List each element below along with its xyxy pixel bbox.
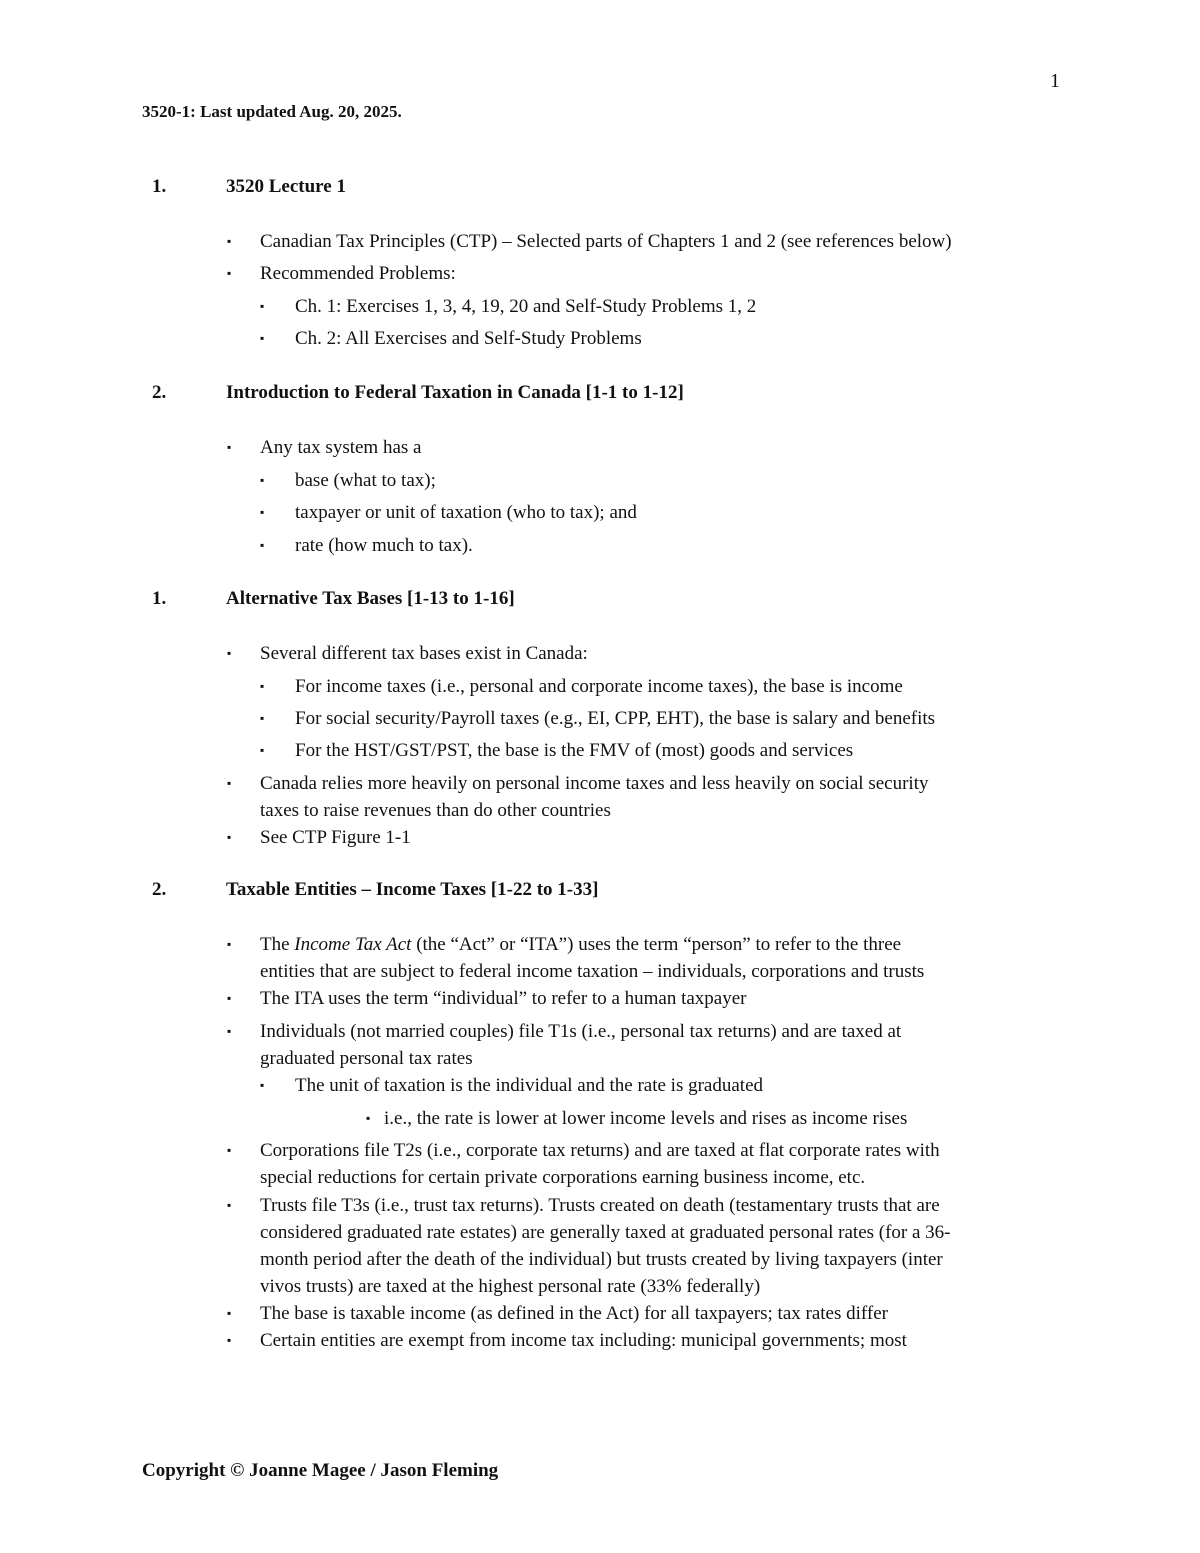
list-item-text: rate (how much to tax). [295,535,473,556]
list-item-text: considered graduated rate estates) are generally taxed at graduated personal rates (for a 36- [260,1222,951,1243]
list-item [227,985,747,1012]
list-item-text: entities that are subject to federal income taxation – individuals, corporations and trusts [260,961,925,982]
bullet-icon: ▪ [260,1078,265,1092]
list-item-text: base (what to tax); [295,470,436,491]
list-item [227,228,952,255]
list-item-text: month period after the death of the individual) but trusts created by living taxpayers (inter [260,1249,943,1270]
bullet-icon: ▪ [260,505,265,519]
list-item-text: Certain entities are exempt from income tax including: municipal governments; most [260,1330,907,1351]
section-number: 1. [152,588,167,609]
bullet-icon: ▪ [260,743,265,757]
list-item-text: graduated personal tax rates [260,1048,473,1069]
bullet-icon: ▪ [227,440,232,454]
list-item [260,705,936,732]
list-item-continuation [260,1219,951,1246]
act-title: Income Tax Act [294,934,412,955]
list-item-text: Trusts file T3s (i.e., trust tax returns). Trusts created on death (testamentary trusts that are [260,1195,940,1216]
bullet-icon: ▪ [260,331,265,345]
list-item [366,1105,908,1132]
bullet-icon: ▪ [260,538,265,552]
list-item [227,260,456,287]
bullet-icon: ▪ [260,299,265,313]
list-item [260,737,854,764]
bullet-icon: ▪ [227,776,232,790]
list-item [260,1072,764,1099]
list-item-text: Canada relies more heavily on personal income taxes and less heavily on social security [260,773,929,794]
bullet-icon: ▪ [227,234,232,248]
bullet-icon: ▪ [227,937,232,951]
page-number: 1 [1050,70,1060,92]
copyright-footer: Copyright © Joanne Magee / Jason Fleming [142,1460,499,1481]
list-item [227,434,422,461]
list-item [227,931,902,958]
section-title: Taxable Entities – Income Taxes [1-22 to 1-33] [226,879,599,900]
bullet-icon: ▪ [260,679,265,693]
list-item [227,1300,888,1327]
bullet-icon: ▪ [227,991,232,1005]
section-number: 2. [152,879,167,900]
list-item-text: special reductions for certain private corporations earning business income, etc. [260,1167,866,1188]
list-item-text: Several different tax bases exist in Canada: [260,643,588,664]
list-item-text: For the HST/GST/PST, the base is the FMV of (most) goods and services [295,740,854,761]
list-item-text: For social security/Payroll taxes (e.g., EI, CPP, EHT), the base is salary and benefits [295,708,936,729]
bullet-icon: ▪ [227,266,232,280]
bullet-icon: ▪ [260,473,265,487]
section-title: Alternative Tax Bases [1-13 to 1-16] [226,588,515,609]
list-item [227,1018,902,1045]
list-item-text: The ITA uses the term “individual” to refer to a human taxpayer [260,988,747,1009]
list-item-text: (the “Act” or “ITA”) uses the term “person” to refer to the three [416,934,902,955]
bullet-icon: ▪ [227,1198,232,1212]
list-item-continuation [260,1273,760,1300]
list-item-continuation [260,1246,943,1273]
bullet-icon: ▪ [227,646,232,660]
list-item-text: Any tax system has a [260,437,422,458]
section-title: 3520 Lecture 1 [226,176,346,197]
list-item-text: vivos trusts) are taxed at the highest personal rate (33% federally) [260,1276,761,1297]
section-number: 2. [152,382,167,403]
list-item [260,293,757,320]
list-item-text: The base is taxable income (as defined in the Act) for all taxpayers; tax rates differ [260,1303,888,1324]
list-item-text: taxes to raise revenues than do other countries [260,800,611,821]
list-item-text: The [260,934,290,955]
document-header: 3520-1: Last updated Aug. 20, 2025. [142,102,402,121]
bullet-icon: ▪ [260,711,265,725]
list-item-text: The unit of taxation is the individual and the rate is graduated [295,1075,764,1096]
list-item-text: Ch. 1: Exercises 1, 3, 4, 19, 20 and Self-Study Problems 1, 2 [295,296,757,317]
list-item [227,640,588,667]
list-item-continuation [260,797,611,824]
list-item-text: Ch. 2: All Exercises and Self-Study Problems [295,328,642,349]
list-item-text: i.e., the rate is lower at lower income levels and rises as income rises [384,1108,908,1129]
list-item-text: Individuals (not married couples) file T1s (i.e., personal tax returns) and are taxed at [260,1021,902,1042]
list-item-continuation [260,1045,473,1072]
list-item-text: See CTP Figure 1-1 [260,827,411,848]
section-number: 1. [152,176,167,197]
bullet-icon: ▪ [227,1333,232,1347]
list-item [260,325,642,352]
list-item [260,673,903,700]
list-item [227,770,929,797]
list-item [227,1327,907,1354]
list-item [227,824,411,851]
bullet-icon: ▪ [227,830,232,844]
list-item-text: Canadian Tax Principles (CTP) – Selected parts of Chapters 1 and 2 (see references below) [260,231,952,252]
list-item [260,499,637,526]
list-item [227,1192,940,1219]
list-item-text: Corporations file T2s (i.e., corporate tax returns) and are taxed at flat corporate rates with [260,1140,940,1161]
list-item-text: taxpayer or unit of taxation (who to tax); and [295,502,637,523]
bullet-icon: ▪ [227,1143,232,1157]
bullet-icon: ▪ [366,1111,371,1125]
list-item-continuation [260,1164,865,1191]
list-item-continuation [260,958,924,985]
list-item-text: Recommended Problems: [260,263,456,284]
bullet-icon: ▪ [227,1306,232,1320]
list-item [227,1137,940,1164]
list-item [260,532,473,559]
section-title: Introduction to Federal Taxation in Canada [1-1 to 1-12] [226,382,684,403]
list-item [260,467,436,494]
bullet-icon: ▪ [227,1024,232,1038]
list-item-text: For income taxes (i.e., personal and corporate income taxes), the base is income [295,676,903,697]
